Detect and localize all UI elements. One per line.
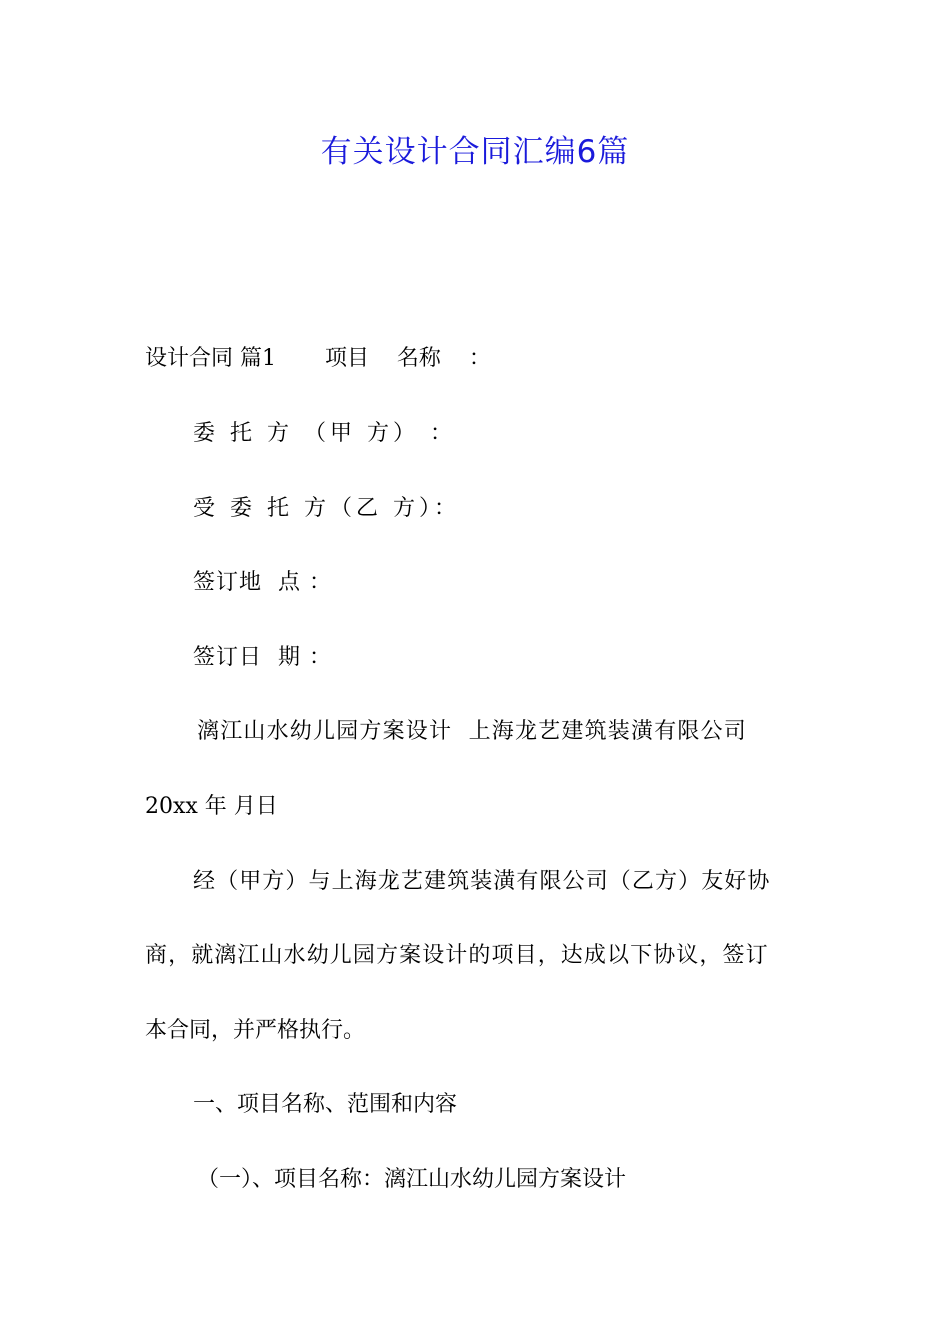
signing-date-line: 签订日 期 ：	[193, 645, 332, 670]
body-paragraph-line-3: 本合同，并严格执行。	[145, 1018, 366, 1043]
document-title: 有关设计合同汇编6篇	[320, 134, 630, 170]
signing-place-line: 签订地 点 ：	[193, 570, 332, 595]
project-company-line: 漓江山水幼儿园方案设计 上海龙艺建筑装潢有限公司	[197, 719, 747, 744]
body-paragraph-line-1: 经（甲方）与上海龙艺建筑装潢有限公司（乙方）友好协	[193, 869, 771, 894]
subsection-heading: （一）、项目名称：漓江山水幼儿园方案设计	[197, 1167, 627, 1192]
date-line: 20xx 年 月日	[145, 794, 278, 819]
party-b-line: 受 委 托 方（乙 方）：	[193, 496, 460, 521]
section-heading: 一、项目名称、范围和内容	[193, 1092, 458, 1117]
party-a-line: 委 托 方 （甲 方） ：	[193, 421, 456, 446]
body-paragraph-line-2: 商，就漓江山水幼儿园方案设计的项目，达成以下协议，签订	[145, 943, 769, 968]
contract-heading-line: 设计合同 篇1 项目 名称 ：	[145, 346, 491, 371]
